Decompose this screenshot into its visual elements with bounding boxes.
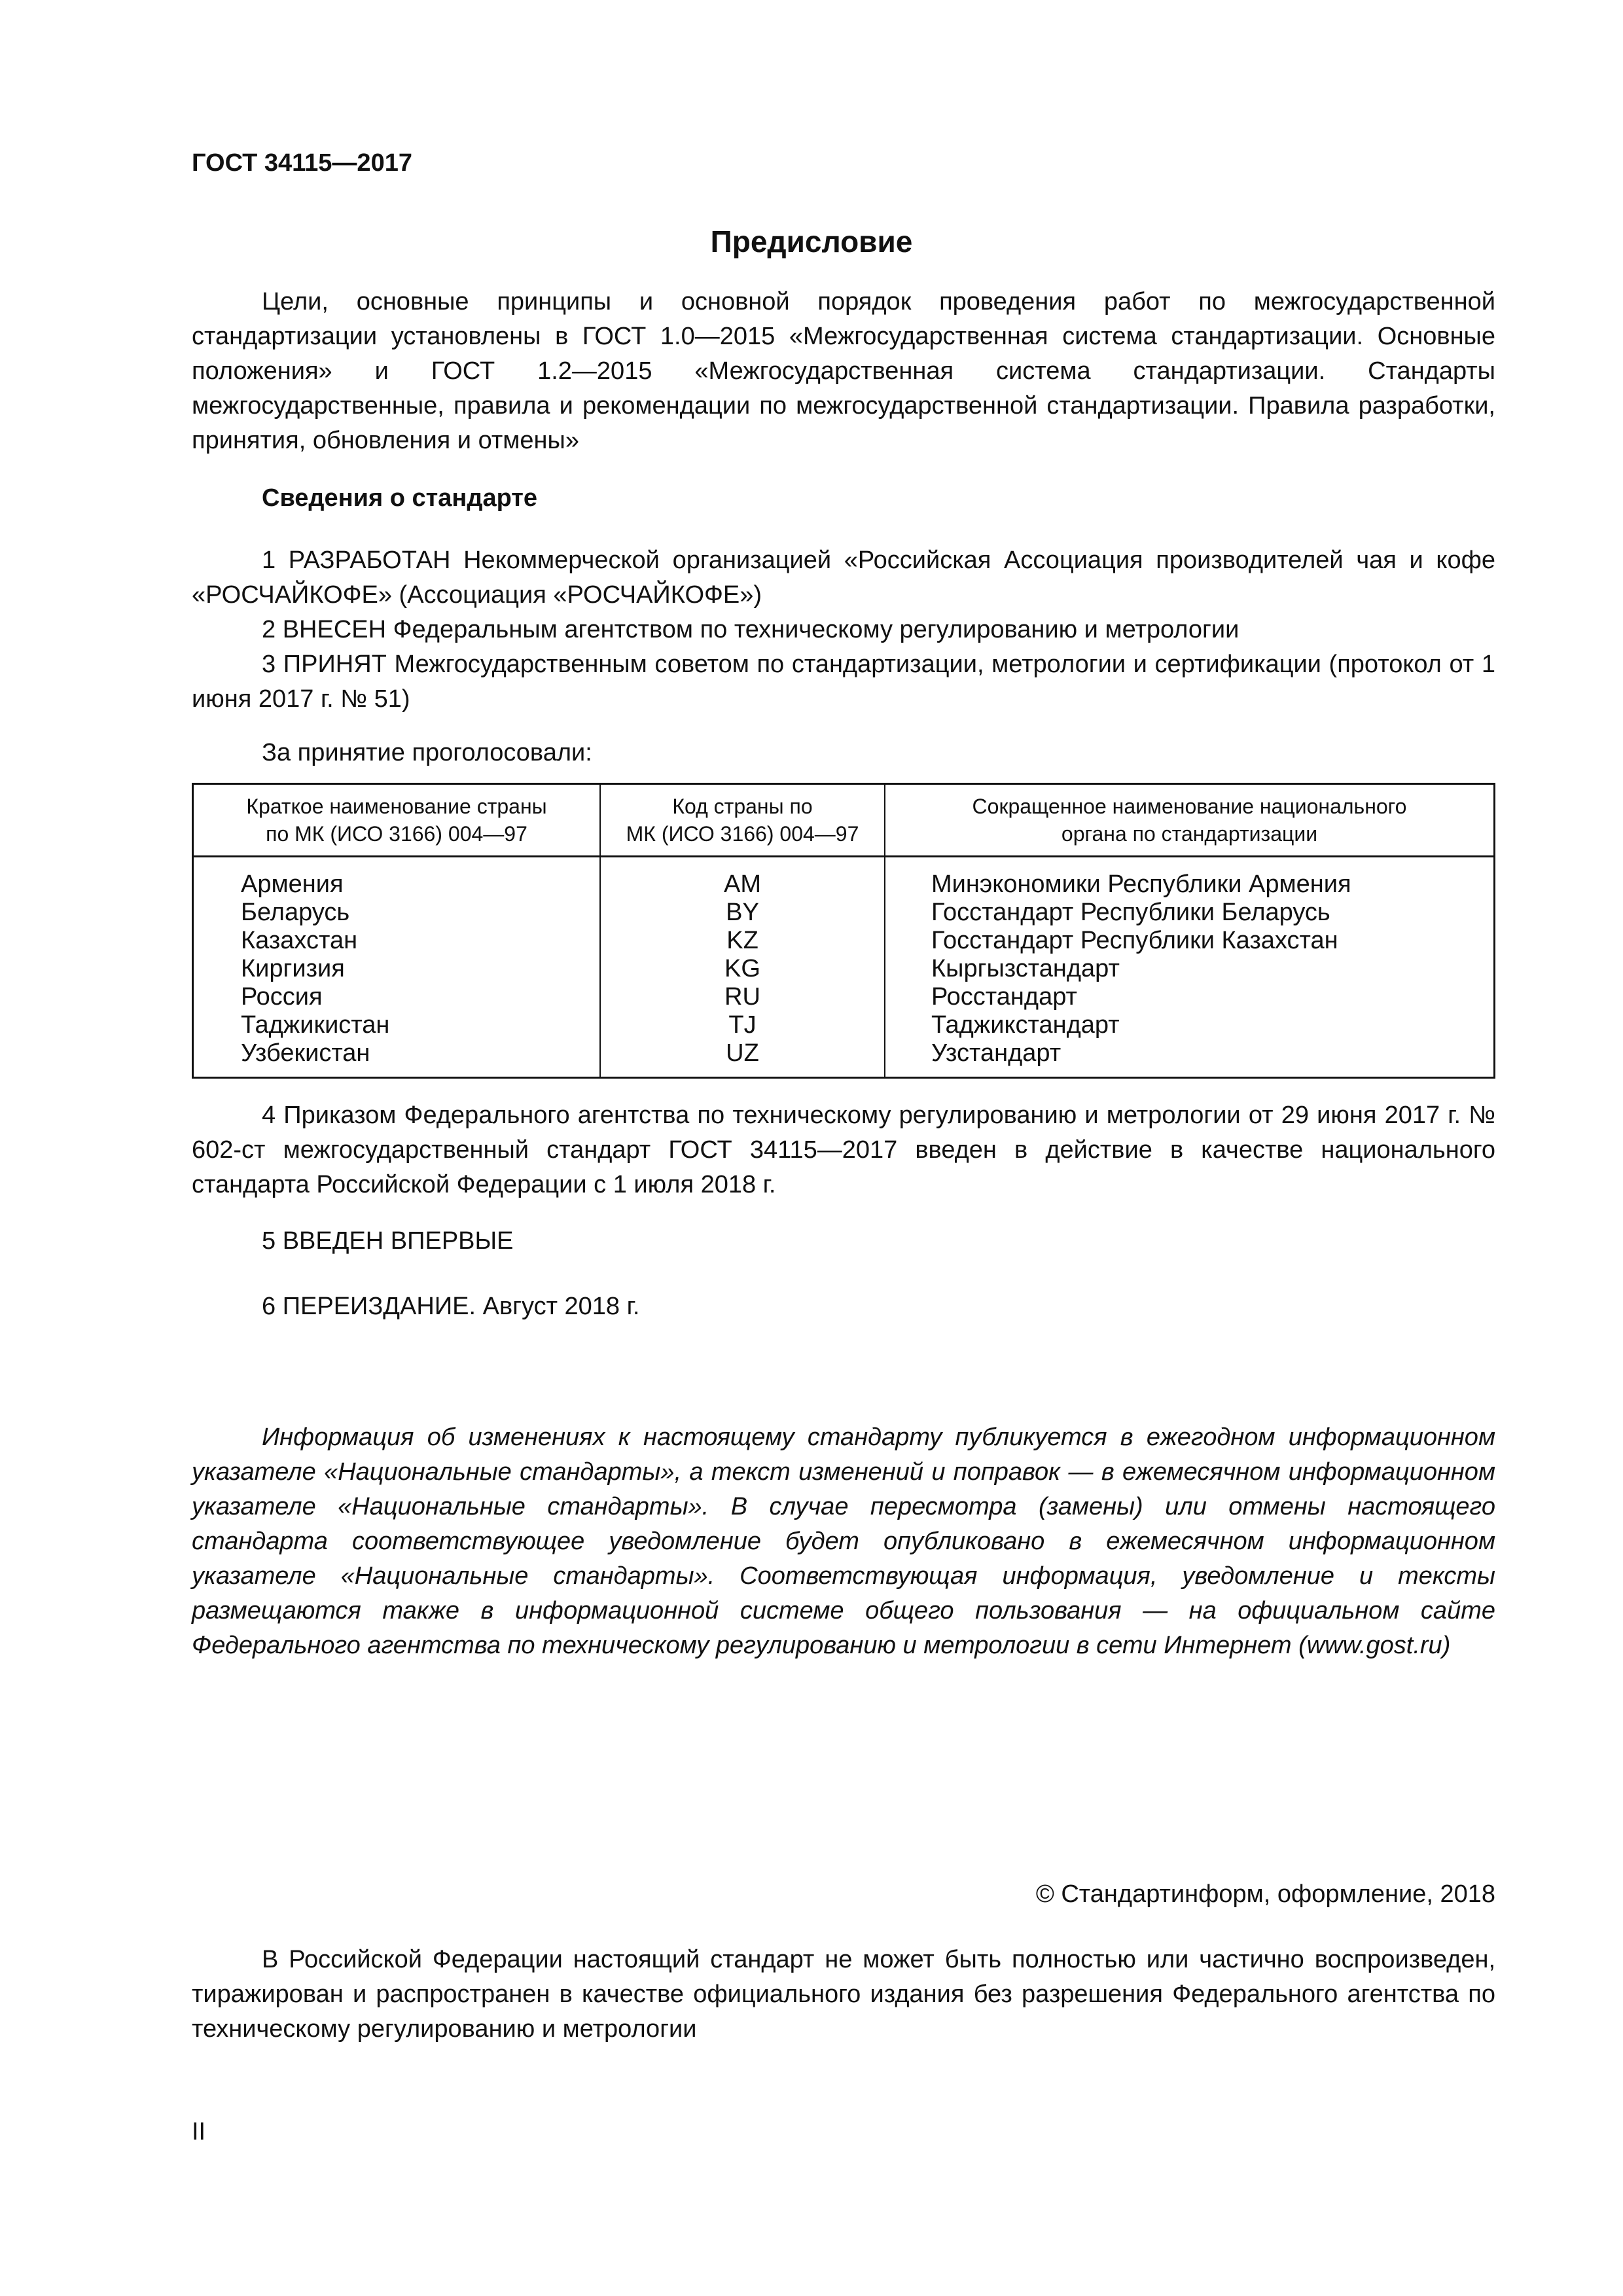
vote-table — [192, 783, 1495, 1079]
item-6: 6 ПЕРЕИЗДАНИЕ. Август 2018 г. — [262, 1293, 640, 1320]
items-block — [192, 543, 1495, 717]
national-body: Госстандарт Республики Казахстан — [885, 927, 1495, 955]
country-name: Беларусь — [193, 899, 601, 927]
table-row — [193, 899, 1495, 927]
copyright-line: © Стандартинформ, оформление, 2018 — [1035, 1880, 1495, 1908]
national-body: Кыргызстандарт — [885, 955, 1495, 983]
national-body: Таджикстандарт — [885, 1011, 1495, 1039]
country-code: AM — [600, 857, 885, 899]
table-row — [193, 1039, 1495, 1078]
item-5: 5 ВВЕДЕН ВПЕРВЫЕ — [262, 1227, 514, 1255]
item-2: 2 ВНЕСЕН Федеральным агентством по техническому регулированию и метрологии — [262, 616, 1240, 643]
info-heading: Сведения о стандарте — [262, 484, 538, 512]
country-code: BY — [600, 899, 885, 927]
header-country-name: Краткое наименование страны по МК (ИСО 3166) 004—97 — [193, 784, 601, 857]
header-national-body: Сокращенное наименование национального органа по стандартизации — [885, 784, 1495, 857]
country-name: Казахстан — [193, 927, 601, 955]
country-code: KZ — [600, 927, 885, 955]
page-number: II — [192, 2118, 206, 2145]
table-header-row — [193, 784, 1495, 857]
item-1: 1 РАЗРАБОТАН Некоммерческой организацией «Российская Ассоциация производителей чая и кофе «РОСЧАЙКОФЕ» (Ассоциация «РОСЧАЙКОФЕ») — [192, 547, 1495, 609]
national-body: Госстандарт Республики Беларусь — [885, 899, 1495, 927]
national-body: Узстандарт — [885, 1039, 1495, 1078]
country-name: Узбекистан — [193, 1039, 601, 1078]
national-body: Минэкономики Республики Армения — [885, 857, 1495, 899]
table-row — [193, 857, 1495, 899]
voted-label: За принятие проголосовали: — [262, 739, 592, 766]
item-4: 4 Приказом Федерального агентства по техническому регулированию и метрологии от 29 июня 2017 г. № 602-ст межгосударственный стандарт ГОСТ 34115—2017 введен в действие в качестве национального стандарта Российской Федерации с 1 июля 2018 г. — [192, 1102, 1495, 1198]
table-row — [193, 927, 1495, 955]
item-3: 3 ПРИНЯТ Межгосударственным советом по стандартизации, метрологии и сертификации (протокол от 1 июня 2017 г. № 51) — [192, 651, 1495, 713]
changes-notice: Информация об изменениях к настоящему стандарту публикуется в ежегодном информационном указателе «Национальные стандарты», а текст изменений и поправок — в ежемесячном информационном указателе «Национальные стандарты». В случае пересмотра (замены) или отмены настоящего стандарта соответствующее уведомление будет опубликовано в ежемесячном информационном указателе «Национальные стандарты». Соответствующая информация, уведомление и тексты размещаются также в информационной системе общего пользования — на официальном сайте Федерального агентства по техническому регулированию и метрологии в сети Интернет (www.gost.ru) — [192, 1424, 1495, 1659]
header-country-code: Код страны по МК (ИСО 3166) 004—97 — [600, 784, 885, 857]
table-row — [193, 955, 1495, 983]
country-code: RU — [600, 983, 885, 1011]
country-code: TJ — [600, 1011, 885, 1039]
country-code: KG — [600, 955, 885, 983]
table-row — [193, 983, 1495, 1011]
table-row — [193, 1011, 1495, 1039]
intro-paragraph: Цели, основные принципы и основной порядок проведения работ по межгосударственной стандартизации установлены в ГОСТ 1.0—2015 «Межгосударственная система стандартизации. Основные положения» и ГОСТ 1.2—2015 «Межгосударственная система стандартизации. Стандарты межгосударственные, правила и рекомендации по межгосударственной стандартизации. Правила разработки, принятия, обновления и отмены» — [192, 288, 1495, 454]
country-name: Россия — [193, 983, 601, 1011]
legal-paragraph: В Российской Федерации настоящий стандарт не может быть полностью или частично воспроизведен, тиражирован и распространен в качестве официального издания без разрешения Федерального агентства по техническому регулированию и метрологии — [192, 1946, 1495, 2043]
country-name: Киргизия — [193, 955, 601, 983]
country-code: UZ — [600, 1039, 885, 1078]
page-title: Предисловие — [710, 224, 913, 259]
country-name: Армения — [193, 857, 601, 899]
national-body: Росстандарт — [885, 983, 1495, 1011]
country-name: Таджикистан — [193, 1011, 601, 1039]
standard-code: ГОСТ 34115—2017 — [192, 149, 412, 177]
